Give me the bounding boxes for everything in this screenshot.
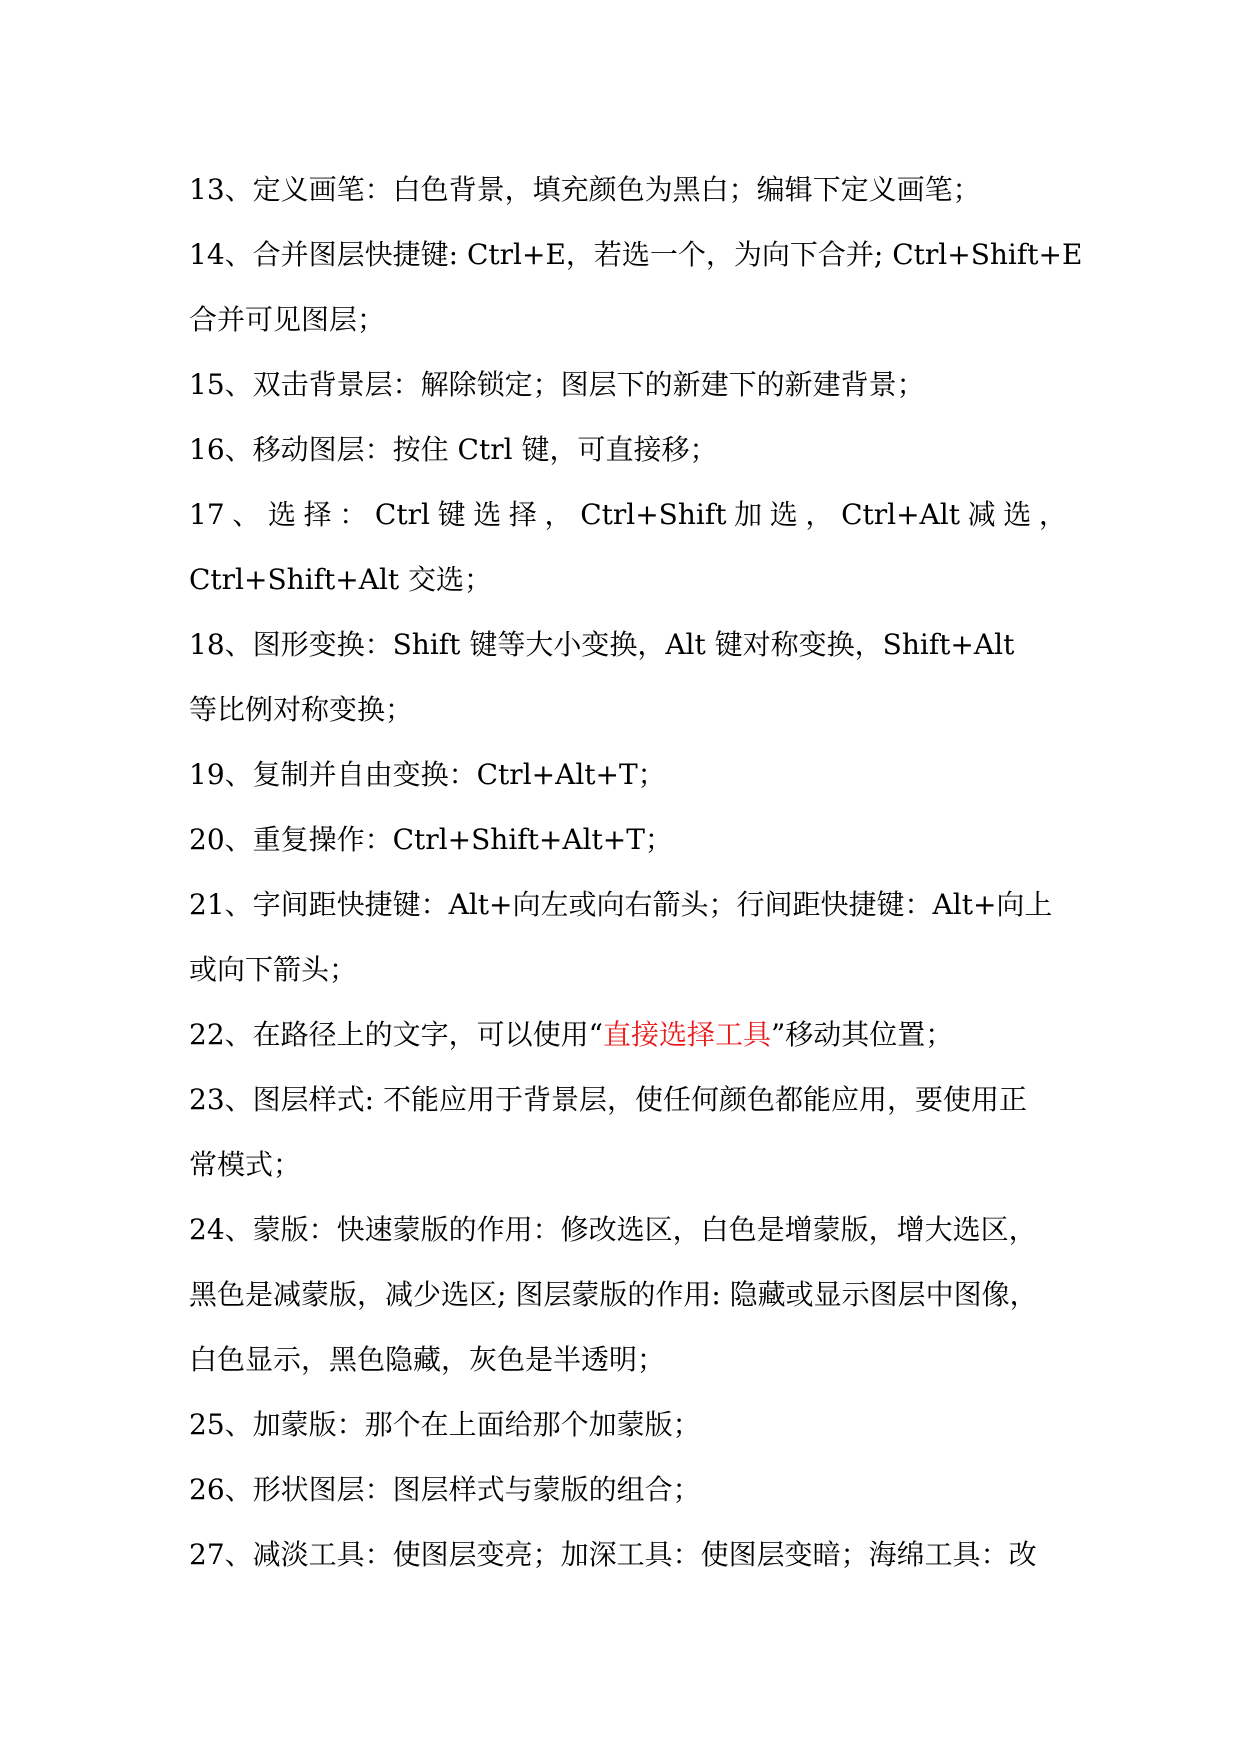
text-line: 24、蒙版：快速蒙版的作用：修改选区，白色是增蒙版，增大选区， <box>189 1213 1037 1246</box>
text-word: 选 <box>267 498 296 531</box>
text-word: 选 <box>473 498 502 531</box>
text-line: 25、加蒙版：那个在上面给那个加蒙版； <box>189 1408 701 1441</box>
text-line: 19、复制并自由变换：Ctrl+Alt+T； <box>189 758 666 791</box>
text-line: 27、减淡工具：使图层变亮；加深工具：使图层变暗；海绵工具：改 <box>189 1538 1037 1571</box>
text-line: 16、移动图层：按住 Ctrl 键，可直接移； <box>189 433 718 466</box>
text-line: 等比例对称变换； <box>189 693 414 726</box>
text-line: 15、双击背景层：解除锁定；图层下的新建下的新建背景； <box>189 368 925 401</box>
text-line: Ctrl+Shift+Alt 交选； <box>189 563 493 596</box>
text-line: 黑色是减蒙版，减少选区; 图层蒙版的作用: 隐藏或显示图层中图像， <box>189 1278 1038 1311</box>
text-word: Ctrl <box>374 498 430 531</box>
document-body <box>189 157 1083 1587</box>
text-line: 合并可见图层； <box>189 303 386 336</box>
text-word: 、 <box>232 498 261 531</box>
text-line: 白色显示，黑色隐藏，灰色是半透明； <box>189 1343 666 1376</box>
text-line-item-22 <box>189 1002 1069 1067</box>
text-word: Ctrl+Shift <box>580 498 727 531</box>
text-word: ， <box>1038 498 1067 531</box>
text-word: 键 <box>437 498 466 531</box>
text-segment: 22、在路径上的文字，可以使用“ <box>189 1018 603 1051</box>
text-word: ： <box>339 498 368 531</box>
text-word: 17 <box>189 498 225 531</box>
text-word: 加 <box>734 498 763 531</box>
text-word: 减 <box>967 498 996 531</box>
text-word: Ctrl+Alt <box>841 498 960 531</box>
text-line: 13、定义画笔：白色背景，填充颜色为黑白；编辑下定义画笔； <box>189 173 981 206</box>
text-line: 常模式； <box>189 1148 302 1181</box>
text-line-item-17 <box>189 482 1067 547</box>
text-line: 26、形状图层：图层样式与蒙版的组合； <box>189 1473 701 1506</box>
text-line: 14、合并图层快捷键: Ctrl+E，若选一个，为向下合并; Ctrl+Shift+E <box>189 238 1083 271</box>
highlighted-term: 直接选择工具 <box>602 1018 771 1051</box>
text-word: 选 <box>1003 498 1032 531</box>
text-word: 选 <box>769 498 798 531</box>
text-line: 18、图形变换：Shift 键等大小变换，Alt 键对称变换，Shift+Alt <box>189 628 1015 661</box>
text-line: 21、字间距快捷键：Alt+向左或向右箭头；行间距快捷键：Alt+向上 <box>189 888 1053 921</box>
text-word: 择 <box>508 498 537 531</box>
text-word: 择 <box>303 498 332 531</box>
text-line: 20、重复操作：Ctrl+Shift+Alt+T； <box>189 823 673 856</box>
text-word: ， <box>544 498 573 531</box>
text-word: ， <box>805 498 834 531</box>
text-line: 或向下箭头； <box>189 953 358 986</box>
text-segment: ”移动其位置； <box>770 1018 954 1051</box>
text-line: 23、图层样式: 不能应用于背景层，使任何颜色都能应用，要使用正 <box>189 1083 1027 1116</box>
